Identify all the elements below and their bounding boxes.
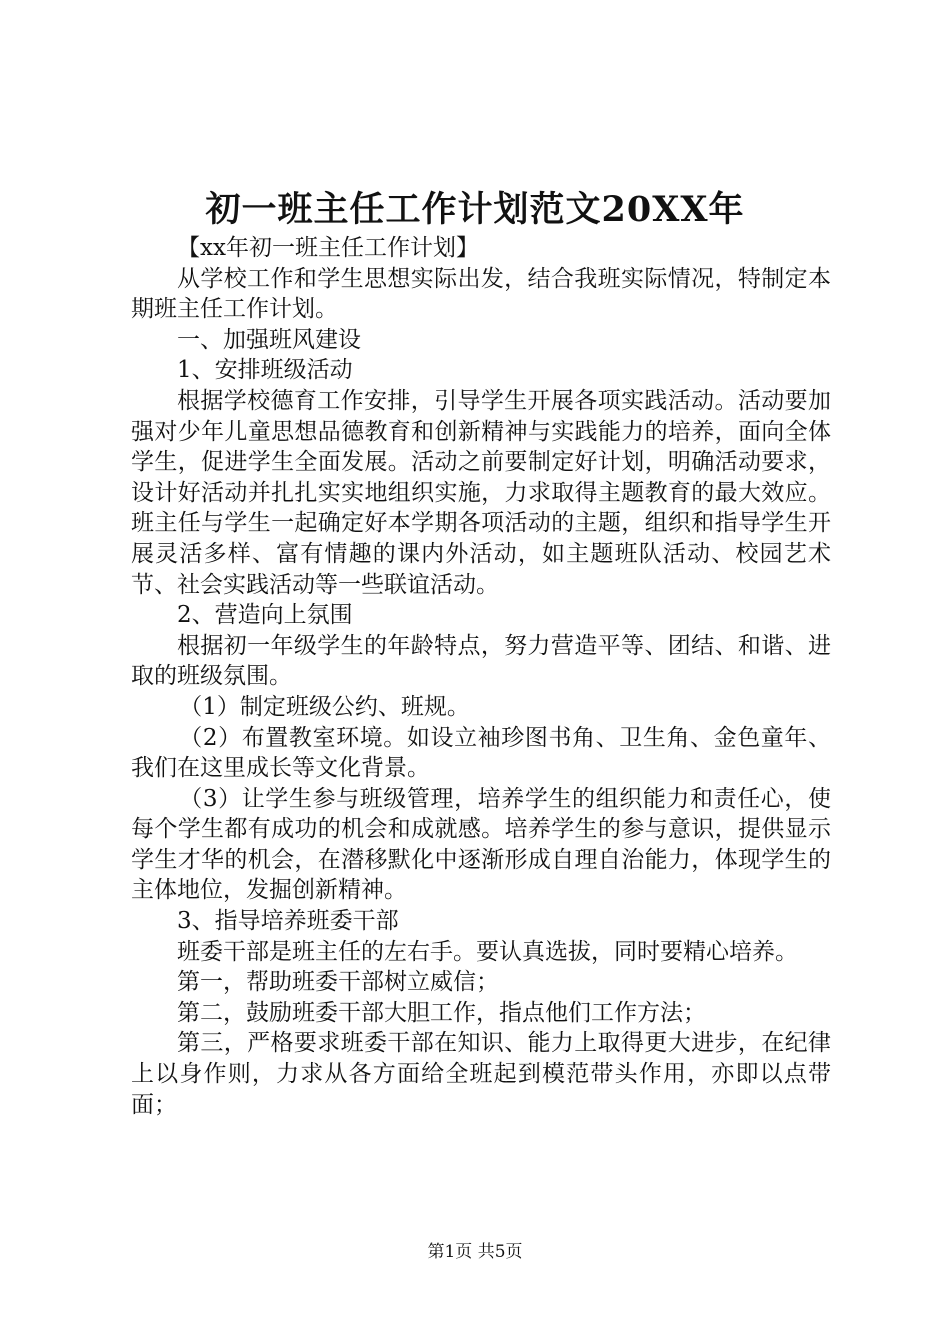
paragraph-third: 第三，严格要求班委干部在知识、能力上取得更大进步，在纪律上以身作则，力求从各方面给全班起到模范带头作用，亦即以点带面； <box>131 1030 831 1118</box>
heading-item-2: 2、营造向上氛围 <box>177 602 353 629</box>
paragraph-activities: 根据学校德育工作安排，引导学生开展各项实践活动。活动要加强对少年儿童思想品德教育和创新精神与实践能力的培养，面向全体学生，促进学生全面发展。活动之前要制定好计划，明确活动要求，设计好活动并扎扎实实地组织实施，力求取得主题教育的最大效应。班主任与学生一起确定好本学期各项活动的主题，组织和指导学生开展灵活多样、富有情趣的课内外活动，如主题班队活动、校园艺术节、社会实践活动等一些联谊活动。 <box>131 387 831 598</box>
paragraph-first: 第一，帮助班委干部树立威信； <box>177 969 499 996</box>
list-item-2: （2）布置教室环境。如设立袖珍图书角、卫生角、金色童年、我们在这里成长等文化背景。 <box>131 724 831 782</box>
list-item-3: （3）让学生参与班级管理，培养学生的组织能力和责任心，使每个学生都有成功的机会和成就感。培养学生的参与意识，提供显示学生才华的机会，在潜移默化中逐渐形成自理自治能力，体现学生的主体地位，发掘创新精神。 <box>131 785 831 904</box>
list-item-1: （1）制定班级公约、班规。 <box>179 693 470 720</box>
paragraph-atmosphere: 根据初一年级学生的年龄特点，努力营造平等、团结、和谐、进取的班级氛围。 <box>131 632 831 690</box>
heading-section-1: 一、加强班风建设 <box>177 326 361 353</box>
paragraph-committee: 班委干部是班主任的左右手。要认真选拔，同时要精心培养。 <box>177 938 798 965</box>
document-body <box>131 233 831 1120</box>
heading-item-3: 3、指导培养班委干部 <box>177 908 399 935</box>
paragraph-second: 第二，鼓励班委干部大胆工作，指点他们工作方法； <box>177 999 706 1026</box>
document-title: 初一班主任工作计划范文20XX年 <box>205 189 745 230</box>
page-footer: 第1页 共5页 <box>427 1242 523 1262</box>
section-tag: 【xx年初一班主任工作计划】 <box>177 235 479 261</box>
heading-item-1: 1、安排班级活动 <box>177 357 353 384</box>
paragraph-intro: 从学校工作和学生思想实际出发，结合我班实际情况，特制定本期班主任工作计划。 <box>131 265 831 323</box>
